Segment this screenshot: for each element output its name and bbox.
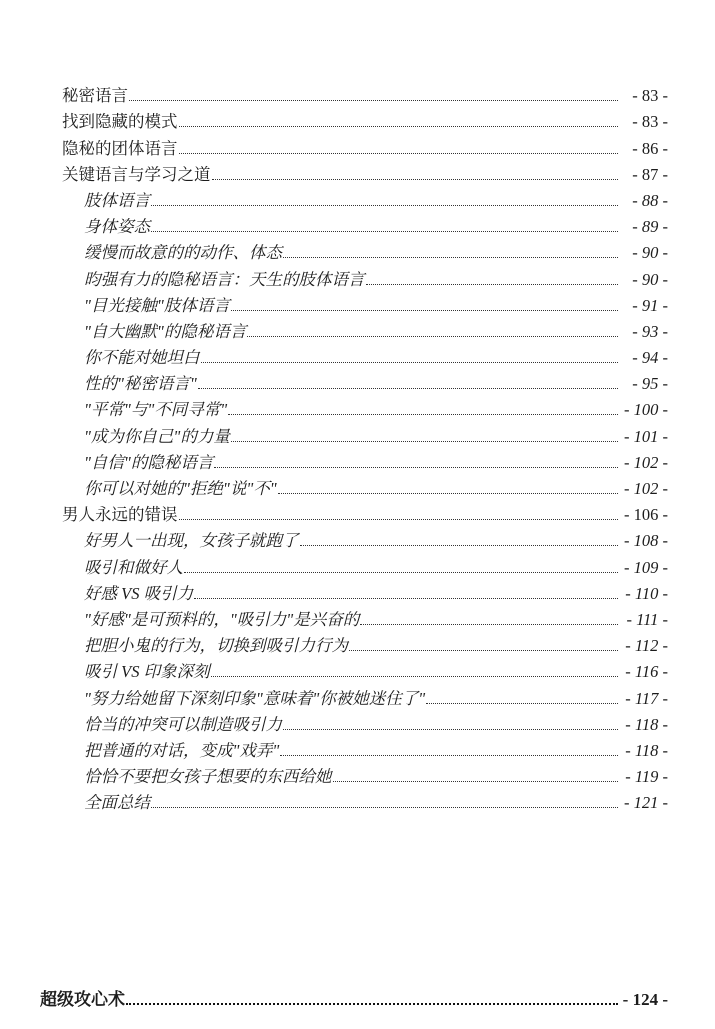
toc-subentry[interactable] <box>0 263 715 289</box>
toc-entry-page: - 95 - <box>632 374 668 394</box>
toc-entry-title: 男人永远的错误 <box>62 505 178 525</box>
toc-entry-title: 恰当的冲突可以制造吸引力 <box>84 714 282 734</box>
dot-leader <box>247 336 618 337</box>
toc-subentry[interactable] <box>0 578 715 604</box>
dot-leader <box>194 598 618 599</box>
toc-entry-title: 全面总结 <box>84 793 150 813</box>
toc-entry-title: 吸引和做好人 <box>84 557 183 577</box>
dot-leader <box>179 153 619 154</box>
dot-leader <box>211 676 618 677</box>
toc-subentry[interactable] <box>0 709 715 735</box>
toc-chapter-page: - 124 - <box>622 990 668 1010</box>
dot-leader <box>126 1003 618 1005</box>
toc-subentry[interactable] <box>0 342 715 368</box>
toc-entry-page: - 111 - <box>626 609 668 629</box>
toc-entry-page: - 83 - <box>632 112 668 132</box>
toc-entry-page: - 93 - <box>632 321 668 341</box>
toc-entry-page: - 121 - <box>624 793 668 813</box>
toc-subentry[interactable] <box>0 682 715 708</box>
dot-leader <box>280 755 618 756</box>
toc-entry-title: 身体姿态 <box>84 217 150 237</box>
dot-leader <box>212 179 619 180</box>
toc-entry-page: - 87 - <box>632 164 668 184</box>
toc-entry-title: 好男人一出现，女孩子就跑了 <box>84 531 299 551</box>
toc-entry-page: - 94 - <box>632 348 668 368</box>
toc-subentry[interactable] <box>0 394 715 420</box>
toc-subentry[interactable] <box>0 237 715 263</box>
toc-subentry[interactable] <box>0 185 715 211</box>
dot-leader <box>426 703 618 704</box>
toc-entry-page: - 83 - <box>632 86 668 106</box>
toc-entry-title: "好感"是可预料的，"吸引力"是兴奋的 <box>84 609 360 629</box>
toc-entry[interactable] <box>0 159 715 185</box>
toc-chapter-entry[interactable] <box>0 984 715 1010</box>
toc-entry-title: "自信"的隐秘语言 <box>84 452 214 472</box>
dot-leader <box>151 205 618 206</box>
toc-entry-title: 秘密语言 <box>62 86 128 106</box>
toc-entry-page: - 100 - <box>624 400 668 420</box>
toc-entry-title: 你不能对她坦白 <box>84 348 200 368</box>
toc-subentry[interactable] <box>0 368 715 394</box>
toc-entry-page: - 118 - <box>625 714 668 734</box>
toc-entry-page: - 117 - <box>625 688 668 708</box>
toc-entry-page: - 90 - <box>632 243 668 263</box>
toc-entry-page: - 108 - <box>624 531 668 551</box>
toc-entry-title: "成为你自己"的力量 <box>84 426 230 446</box>
toc-subentry[interactable] <box>0 787 715 813</box>
toc-entry-title: "自大幽默"的隐秘语言 <box>84 321 247 341</box>
toc-entry-page: - 102 - <box>624 452 668 472</box>
toc-subentry[interactable] <box>0 525 715 551</box>
toc-entry[interactable] <box>0 80 715 106</box>
toc-chapter-title: 超级攻心术 <box>40 990 125 1010</box>
toc-entry-page: - 91 - <box>632 295 668 315</box>
toc-subentry[interactable] <box>0 316 715 342</box>
toc-entry-title: 恰恰不要把女孩子想要的东西给她 <box>84 767 332 787</box>
dot-leader <box>349 650 618 651</box>
table-of-contents <box>0 80 715 813</box>
dot-leader <box>179 126 619 127</box>
toc-entry-title: 你可以对她的"拒绝"说"不" <box>84 479 277 498</box>
toc-entry[interactable] <box>0 499 715 525</box>
dot-leader <box>366 284 619 285</box>
toc-entry-title: "目光接触"肢体语言 <box>84 295 230 315</box>
dot-leader <box>333 781 619 782</box>
toc-entry-title: 昀强有力的隐秘语言：天生的肢体语言 <box>84 269 365 289</box>
toc-entry-page: - 112 - <box>625 636 668 656</box>
toc-entry-page: - 106 - <box>624 505 668 525</box>
dot-leader <box>151 231 618 232</box>
dot-leader <box>278 493 618 494</box>
toc-subentry[interactable] <box>0 473 715 499</box>
toc-entry-title: 缓慢而故意的的动作、体态 <box>84 243 282 263</box>
toc-entry-title: "努力给她留下深刻印象"意味着"你被她迷住了" <box>84 688 426 708</box>
toc-entry-title: 把胆小鬼的行为，切换到吸引力行为 <box>84 636 348 656</box>
toc-subentry[interactable] <box>0 761 715 787</box>
toc-entry-page: - 119 - <box>625 767 668 787</box>
toc-entry-page: - 109 - <box>624 557 668 577</box>
toc-entry-page: - 118 - <box>625 740 668 760</box>
toc-entry-page: - 89 - <box>632 217 668 237</box>
toc-entry-title: 关键语言与学习之道 <box>62 164 211 184</box>
toc-entry-page: - 101 - <box>624 426 668 446</box>
dot-leader <box>198 388 618 389</box>
toc-subentry[interactable] <box>0 656 715 682</box>
dot-leader <box>360 624 618 625</box>
dot-leader <box>228 414 618 415</box>
toc-subentry[interactable] <box>0 447 715 473</box>
toc-entry-title: 找到隐藏的模式 <box>62 112 178 132</box>
toc-subentry[interactable] <box>0 211 715 237</box>
toc-subentry[interactable] <box>0 420 715 446</box>
toc-entry-title: "平常"与"不同寻常" <box>84 400 228 420</box>
dot-leader <box>214 467 618 468</box>
toc-entry-title: 肢体语言 <box>84 190 150 210</box>
toc-entry-page: - 116 - <box>625 662 668 682</box>
toc-entry-title: 把普通的对话，变成"戏弄" <box>84 740 280 760</box>
dot-leader <box>283 257 618 258</box>
toc-entry-title: 吸引 VS 印象深刻 <box>84 662 210 682</box>
dot-leader <box>151 807 618 808</box>
toc-subentry[interactable] <box>0 604 715 630</box>
dot-leader <box>283 729 618 730</box>
toc-entry-title: 隐秘的团体语言 <box>62 138 178 158</box>
toc-entry[interactable] <box>0 106 715 132</box>
dot-leader <box>201 362 619 363</box>
toc-entry-title: 性的"秘密语言" <box>84 374 197 394</box>
toc-entry[interactable] <box>0 132 715 158</box>
dot-leader <box>231 310 618 311</box>
toc-subentry[interactable] <box>0 735 715 761</box>
toc-entry-title: 好感 VS 吸引力 <box>84 583 194 603</box>
toc-entry-page: - 102 - <box>624 479 668 498</box>
toc-subentry[interactable] <box>0 290 715 316</box>
toc-entry-page: - 86 - <box>632 138 668 158</box>
toc-entry-page: - 90 - <box>632 269 668 289</box>
dot-leader <box>300 545 619 546</box>
dot-leader <box>231 441 618 442</box>
dot-leader <box>129 100 618 101</box>
toc-subentry[interactable] <box>0 551 715 577</box>
dot-leader <box>179 519 619 520</box>
toc-subentry[interactable] <box>0 630 715 656</box>
toc-entry-page: - 110 - <box>625 583 668 603</box>
toc-entry-page: - 88 - <box>632 190 668 210</box>
dot-leader <box>184 572 618 573</box>
